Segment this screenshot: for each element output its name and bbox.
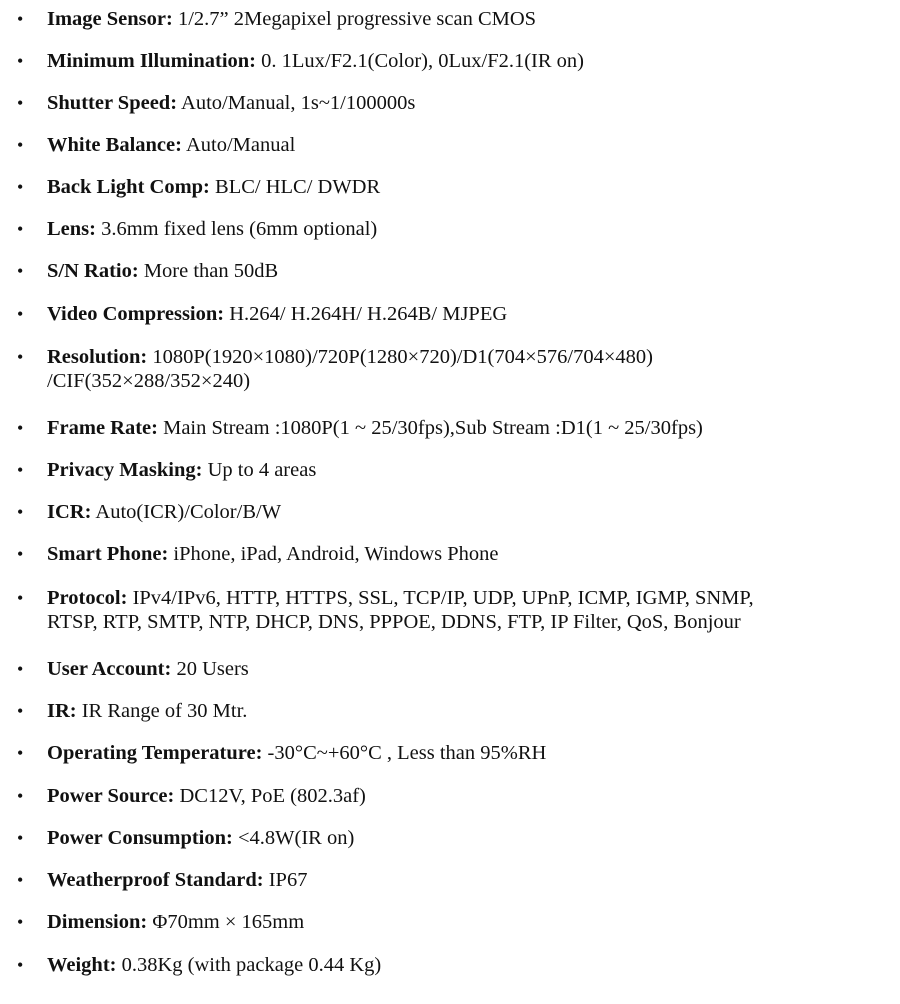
spec-text (47, 458, 887, 482)
spec-label: Minimum Illumination: (47, 50, 257, 72)
spec-value: 1/2.7” 2Megapixel progressive scan CMOS (172, 8, 537, 30)
bullet-icon: • (17, 304, 24, 324)
spec-label: Operating Temperature: (47, 742, 263, 764)
spec-label: Back Light Comp: (47, 176, 210, 198)
spec-text (47, 49, 887, 73)
spec-label: Privacy Masking: (47, 459, 203, 481)
spec-label: Image Sensor: (47, 8, 173, 30)
bullet-icon: • (17, 828, 24, 848)
bullet-icon: • (17, 51, 24, 71)
bullet-icon: • (17, 659, 24, 679)
bullet-icon: • (17, 177, 24, 197)
spec-value: IPv4/IPv6, HTTP, HTTPS, SSL, TCP/IP, UDP, UPnP, ICMP, IGMP, SNMP, (127, 587, 754, 609)
spec-label: Shutter Speed: (47, 92, 178, 114)
spec-text (47, 868, 887, 892)
spec-value: Auto/Manual (181, 134, 296, 156)
spec-text (47, 345, 887, 393)
spec-label: IR: (47, 700, 77, 722)
spec-label: Weatherproof Standard: (47, 869, 264, 891)
spec-label: User Account: (47, 658, 172, 680)
bullet-icon: • (17, 93, 24, 113)
spec-text (47, 133, 887, 157)
bullet-icon: • (17, 502, 24, 522)
spec-value: 20 Users (171, 658, 249, 680)
spec-text (47, 657, 887, 681)
spec-label: Power Consumption: (47, 827, 233, 849)
spec-value: BLC/ HLC/ DWDR (209, 176, 381, 198)
spec-text (47, 302, 887, 326)
spec-label: S/N Ratio: (47, 260, 139, 282)
spec-value: More than 50dB (138, 260, 279, 282)
spec-text (47, 741, 887, 765)
bullet-icon: • (17, 743, 24, 763)
spec-text (47, 259, 887, 283)
spec-value: Main Stream :1080P(1 ~ 25/30fps),Sub Stream :D1(1 ~ 25/30fps) (157, 417, 703, 439)
spec-value: H.264/ H.264H/ H.264B/ MJPEG (224, 303, 508, 325)
spec-label: Video Compression: (47, 303, 225, 325)
spec-value: 0. 1Lux/F2.1(Color), 0Lux/F2.1(IR on) (256, 50, 585, 72)
spec-text (47, 542, 887, 566)
spec-value: -30°C~+60°C , Less than 95%RH (262, 742, 547, 764)
spec-label: White Balance: (47, 134, 182, 156)
spec-value: Up to 4 areas (202, 459, 317, 481)
bullet-icon: • (17, 588, 24, 608)
spec-text (47, 175, 887, 199)
spec-value: Φ70mm × 165mm (147, 911, 305, 933)
spec-value: iPhone, iPad, Android, Windows Phone (168, 543, 499, 565)
spec-value: IP67 (263, 869, 308, 891)
spec-label: Lens: (47, 218, 96, 240)
bullet-icon: • (17, 261, 24, 281)
bullet-icon: • (17, 912, 24, 932)
bullet-icon: • (17, 135, 24, 155)
spec-label: Frame Rate: (47, 417, 158, 439)
spec-value: 3.6mm fixed lens (6mm optional) (95, 218, 378, 240)
spec-text (47, 699, 887, 723)
bullet-icon: • (17, 870, 24, 890)
spec-value-line-2: /CIF(352×288/352×240) (47, 370, 251, 392)
bullet-icon: • (17, 460, 24, 480)
bullet-icon: • (17, 9, 24, 29)
spec-text (47, 500, 887, 524)
spec-label: ICR: (47, 501, 92, 523)
spec-text (47, 91, 887, 115)
spec-label: Smart Phone: (47, 543, 169, 565)
spec-label: Resolution: (47, 346, 148, 368)
spec-value: IR Range of 30 Mtr. (76, 700, 248, 722)
spec-text (47, 910, 887, 934)
spec-value-line-2: RTSP, RTP, SMTP, NTP, DHCP, DNS, PPPOE, DDNS, FTP, IP Filter, QoS, Bonjour (47, 611, 741, 633)
spec-value: 0.38Kg (with package 0.44 Kg) (116, 954, 382, 976)
spec-value: Auto(ICR)/Color/B/W (91, 501, 282, 523)
spec-label: Protocol: (47, 587, 128, 609)
spec-value: 1080P(1920×1080)/720P(1280×720)/D1(704×576/704×480) (147, 346, 654, 368)
spec-text (47, 7, 887, 31)
spec-text (47, 217, 887, 241)
bullet-icon: • (17, 219, 24, 239)
spec-text (47, 826, 887, 850)
bullet-icon: • (17, 955, 24, 975)
spec-value: Auto/Manual, 1s~1/100000s (177, 92, 416, 114)
spec-text (47, 784, 887, 808)
spec-label: Power Source: (47, 785, 175, 807)
bullet-icon: • (17, 544, 24, 564)
spec-text (47, 416, 887, 440)
bullet-icon: • (17, 347, 24, 367)
spec-value: DC12V, PoE (802.3af) (174, 785, 366, 807)
bullet-icon: • (17, 418, 24, 438)
bullet-icon: • (17, 786, 24, 806)
bullet-icon: • (17, 701, 24, 721)
spec-label: Weight: (47, 954, 117, 976)
spec-text (47, 953, 887, 977)
spec-value: <4.8W(IR on) (232, 827, 355, 849)
spec-text (47, 586, 887, 634)
spec-label: Dimension: (47, 911, 148, 933)
